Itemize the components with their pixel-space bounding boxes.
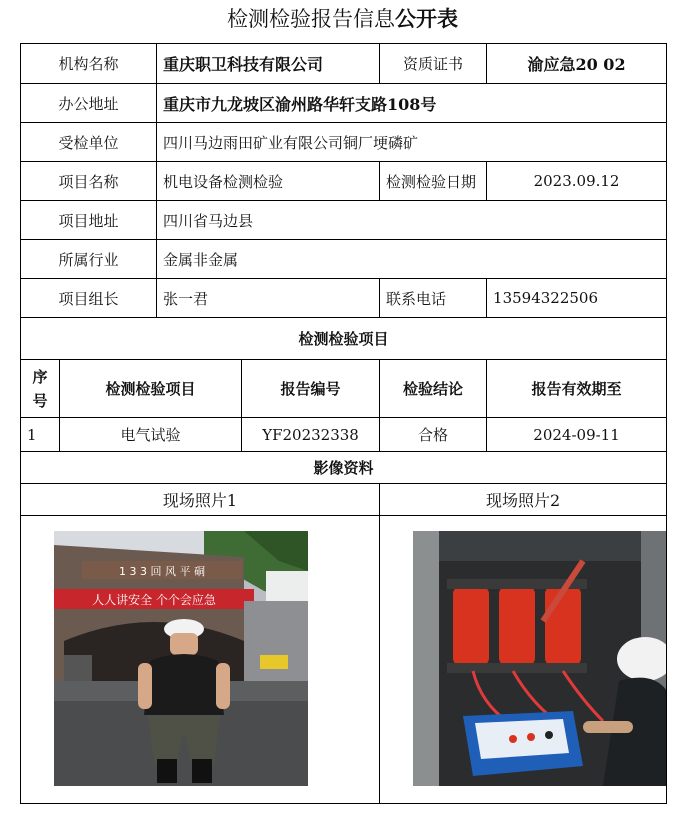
row-items-section: [21, 318, 667, 360]
label-project-name: 项目名称: [21, 162, 157, 201]
row-photo-labels: [21, 484, 667, 516]
site-photo-2: [413, 531, 667, 786]
row-team: [21, 279, 667, 318]
row-project-name: [21, 162, 667, 201]
label-org-name: 机构名称: [21, 44, 157, 84]
header-no: [21, 360, 60, 418]
value-phone: 13594322506: [487, 279, 667, 318]
photo1-cell: [21, 516, 380, 804]
value-industry: 金属非金属: [157, 240, 667, 279]
value-org-name: 重庆职卫科技有限公司: [157, 44, 380, 84]
row-images-section: [21, 452, 667, 484]
value-project-name: 机电设备检测检验: [157, 162, 380, 201]
value-office-address: 重庆市九龙坡区渝州路华轩支路108号: [157, 84, 667, 123]
value-inspection-date: 2023.09.12: [487, 162, 667, 201]
value-project-address: 四川省马边县: [157, 201, 667, 240]
header-valid-until: 报告有效期至: [487, 360, 667, 418]
row-items-header: [21, 360, 667, 418]
cell-item: 电气试验: [60, 418, 242, 452]
header-report-no: 报告编号: [242, 360, 380, 418]
label-client: 受检单位: [21, 123, 157, 162]
value-team-leader: 张一君: [157, 279, 380, 318]
label-phone: 联系电话: [380, 279, 487, 318]
row-industry: [21, 240, 667, 279]
page-title: [0, 6, 685, 32]
row-org: [21, 44, 667, 84]
table-row: [21, 418, 667, 452]
title-regular: 检测检验报告信息: [227, 7, 395, 31]
cell-valid-until: 2024-09-11: [487, 418, 667, 452]
row-client: [21, 123, 667, 162]
header-no-text: 序号: [32, 367, 48, 410]
label-qualification: 资质证书: [380, 44, 487, 84]
row-office: [21, 84, 667, 123]
row-project-address: [21, 201, 667, 240]
header-conclusion: 检验结论: [380, 360, 487, 418]
items-section-title: 检测检验项目: [21, 318, 667, 360]
photo1-arch-sign: 1 3 3 回 风 平 硐: [119, 565, 205, 578]
value-client: 四川马边雨田矿业有限公司铜厂埂磷矿: [157, 123, 667, 162]
site-photo-1: [54, 531, 308, 786]
photo1-label: 现场照片1: [21, 484, 380, 516]
value-qualification: 渝应急20 02: [487, 44, 667, 84]
label-inspection-date: 检测检验日期: [380, 162, 487, 201]
images-section-title: 影像资料: [21, 452, 667, 484]
row-photos: [21, 516, 667, 804]
label-project-address: 项目地址: [21, 201, 157, 240]
photo1-banner-sign: 人人讲安全 个个会应急: [92, 593, 216, 607]
cell-no: 1: [21, 418, 60, 452]
label-industry: 所属行业: [21, 240, 157, 279]
label-team-leader: 项目组长: [21, 279, 157, 318]
report-table: [20, 43, 667, 804]
photo2-cell: [380, 516, 667, 804]
label-office-address: 办公地址: [21, 84, 157, 123]
cell-report-no: YF20232338: [242, 418, 380, 452]
title-bold: 公开表: [395, 6, 458, 31]
photo2-label: 现场照片2: [380, 484, 667, 516]
cell-conclusion: 合格: [380, 418, 487, 452]
header-item: 检测检验项目: [60, 360, 242, 418]
